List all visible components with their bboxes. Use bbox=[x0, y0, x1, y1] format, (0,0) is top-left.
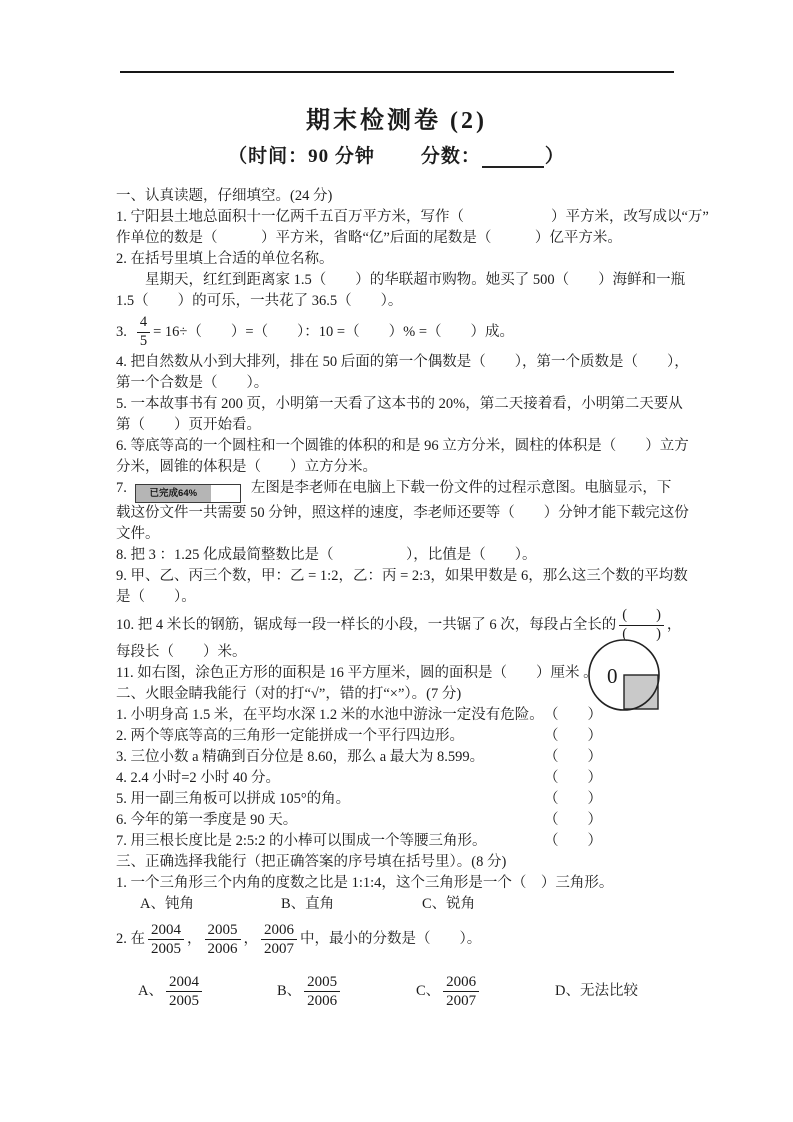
option-c bbox=[416, 973, 555, 1010]
q10-comma: ， bbox=[666, 616, 682, 633]
fraction-numerator: 2004 bbox=[166, 973, 202, 992]
q10-line1 bbox=[116, 608, 694, 642]
answer-bracket: （ ） bbox=[544, 728, 602, 744]
download-progress-bar bbox=[135, 484, 241, 503]
header-rule bbox=[120, 71, 674, 73]
shaded-square bbox=[624, 675, 658, 709]
fraction-numerator: 2004 bbox=[148, 921, 184, 940]
score-blank-line bbox=[482, 149, 544, 168]
q7-text1: 左图是李老师在电脑上下载一份文件的过程示意图。电脑显示，下 bbox=[250, 480, 672, 496]
fraction-numerator: 2005 bbox=[205, 921, 241, 940]
judge-text: 6. 今年的第一季度是 90 天。 bbox=[116, 812, 298, 828]
q5-line1: 5. 一本故事书有 200 页，小明第一天看了这本书的 20%，第二天接着看，小明第二天要从 bbox=[116, 396, 683, 412]
q2-line2: 星期天，红红到距离家 1.5（ ）的华联超市购物。她买了 500（ ）海鲜和一瓶 bbox=[116, 272, 686, 288]
q1-line2: 作单位的数是（ ）平方米，省略“亿”后面的尾数是（ ）亿平方米。 bbox=[116, 230, 622, 246]
separator: ， bbox=[243, 930, 258, 947]
progress-bar-fill bbox=[136, 485, 211, 502]
answer-bracket: （ ） bbox=[544, 749, 602, 765]
q9-line1: 9. 甲、乙、丙三个数，甲：乙 = 1:2，乙：丙 = 2:3，如果甲数是 6，那么这三个数的平均数 bbox=[116, 568, 688, 584]
option-b: B、直角 bbox=[281, 896, 335, 912]
judge-item-1 bbox=[116, 705, 602, 726]
option-text: 无法比较 bbox=[579, 982, 638, 999]
option-b bbox=[277, 973, 416, 1010]
blank-fraction-denominator: ( ) bbox=[622, 625, 661, 642]
q6-line1: 6. 等底等高的一个圆柱和一个圆锥的体积的和是 96 立方分米，圆柱的体积是（ ）立方 bbox=[116, 438, 689, 454]
q7-line3: 文件。 bbox=[116, 526, 160, 542]
fraction-denominator: 2007 bbox=[446, 992, 477, 1009]
judge-item-6 bbox=[116, 810, 602, 831]
q7-line1 bbox=[116, 478, 694, 503]
judge-item-7 bbox=[116, 831, 602, 852]
judge-text: 7. 用三根长度比是 2:5:2 的小棒可以围成一个等腰三角形。 bbox=[116, 833, 487, 849]
answer-bracket: （ ） bbox=[544, 833, 602, 849]
exam-subtitle bbox=[0, 141, 793, 168]
q10-line2: 每段长（ ）米。 bbox=[116, 644, 247, 660]
diagram-svg bbox=[588, 638, 668, 718]
q2-line1: 2. 在括号里填上合适的单位名称。 bbox=[116, 251, 334, 267]
option-fraction bbox=[166, 973, 202, 1010]
q9-line2: 是（ ）。 bbox=[116, 589, 196, 605]
fraction-2004-2005 bbox=[148, 921, 184, 958]
choice-q2-options bbox=[116, 963, 694, 1019]
score-label: 分数： bbox=[420, 146, 481, 167]
choice-q2 bbox=[116, 915, 694, 963]
exam-body bbox=[116, 186, 709, 1019]
fraction-denominator: 2005 bbox=[168, 992, 199, 1009]
question-8: 8. 把 3 ：1.25 化成最简整数比是（ ），比值是（ ）。 bbox=[116, 547, 537, 563]
q4-line2: 第一个合数是（ ）。 bbox=[116, 375, 269, 391]
fraction-denominator: 2005 bbox=[151, 940, 181, 957]
judge-text: 2. 两个等底等高的三角形一定能拼成一个平行四边形。 bbox=[116, 728, 464, 744]
q3-text: = 16÷（ ）=（ ）：10 =（ ）% =（ ）成。 bbox=[153, 323, 514, 340]
option-a bbox=[138, 973, 277, 1010]
fraction-numerator: 2006 bbox=[443, 973, 479, 992]
judge-item-5 bbox=[116, 789, 602, 810]
answer-bracket: （ ） bbox=[544, 770, 602, 786]
q10-text: 10. 把 4 米长的钢筋，锯成每一段一样长的小段，一共锯了 6 次，每段占全长的 bbox=[116, 616, 617, 633]
q1-line1: 1. 宁阳县土地总面积十一亿两千五百万平方米，写作（ ）平方米，改写成以“万” bbox=[116, 209, 709, 225]
judge-text: 3. 三位小数 a 精确到百分位是 8.60，那么 a 最大为 8.599。 bbox=[116, 749, 485, 765]
fraction-denominator: 5 bbox=[139, 332, 148, 349]
fraction-4-5 bbox=[137, 314, 150, 350]
separator: ， bbox=[187, 930, 202, 947]
answer-bracket: （ ） bbox=[544, 791, 602, 807]
q7-number: 7. bbox=[116, 480, 127, 496]
judge-text: 5. 用一副三角板可以拼成 105°的角。 bbox=[116, 791, 351, 807]
fraction-numerator: 2005 bbox=[304, 973, 340, 992]
judge-item-3 bbox=[116, 747, 602, 768]
option-fraction bbox=[304, 973, 340, 1010]
q2-prefix: 2. 在 bbox=[116, 930, 145, 947]
fraction-denominator: 2006 bbox=[307, 992, 338, 1009]
choice-q1: 1. 一个三角形三个内角的度数之比是 1:1:4，这个三角形是一个（ ）三角形。 bbox=[116, 875, 614, 891]
option-label: A、 bbox=[138, 982, 163, 999]
page-title: 期末检测卷 (2) bbox=[306, 108, 487, 134]
option-label: C、 bbox=[416, 982, 441, 999]
option-label: D、 bbox=[555, 982, 580, 999]
fraction-numerator: 2006 bbox=[261, 921, 297, 940]
fraction-denominator: 2006 bbox=[207, 940, 238, 957]
option-d bbox=[555, 981, 694, 1002]
blank-fraction-numerator: ( ) bbox=[619, 607, 664, 625]
q2-line3: 1.5（ ）的可乐，一共花了 36.5（ ）。 bbox=[116, 293, 403, 309]
judge-text: 1. 小明身高 1.5 米，在平均水深 1.2 米的水池中游泳一定没有危险。 bbox=[116, 707, 544, 723]
question-11: 11. 如右图，涂色正方形的面积是 16 平方厘米，圆的面积是（ ）厘米 。 bbox=[116, 665, 598, 681]
section3-heading: 三、正确选择我能行（把正确答案的序号填在括号里）。(8 分) bbox=[116, 854, 507, 870]
option-a: A、钝角 bbox=[140, 896, 194, 912]
judge-item-4 bbox=[116, 768, 602, 789]
answer-bracket: （ ） bbox=[544, 707, 602, 723]
progress-label: 已完成64% bbox=[149, 488, 198, 499]
q4-line1: 4. 把自然数从小到大排列，排在 50 后面的第一个偶数是（ ），第一个质数是（ ）， bbox=[116, 354, 689, 370]
q2-suffix: 中，最小的分数是（ ）。 bbox=[300, 930, 482, 947]
option-c: C、锐角 bbox=[422, 896, 476, 912]
q3-number: 3. bbox=[116, 323, 127, 340]
circle-square-diagram bbox=[588, 638, 668, 718]
fraction-2005-2006 bbox=[205, 921, 241, 958]
section2-heading: 二、火眼金睛我能行（对的打“√”，错的打“×”）。(7 分) bbox=[116, 686, 462, 702]
option-label: B、 bbox=[277, 982, 302, 999]
q7-line2: 载这份文件一共需要 50 分钟，照这样的速度，李老师还要等（ ）分钟才能下载完这份 bbox=[116, 505, 689, 521]
q5-line2: 第（ ）页开始看。 bbox=[116, 417, 261, 433]
subtitle-close-paren: ） bbox=[544, 146, 565, 167]
q6-line2: 分米，圆锥的体积是（ ）立方分米。 bbox=[116, 459, 377, 475]
option-fraction bbox=[443, 973, 479, 1010]
time-label: （时间：90 分钟 bbox=[228, 146, 375, 167]
question-3 bbox=[116, 312, 694, 352]
circle-center-label: 0 bbox=[607, 664, 618, 688]
fraction-denominator: 2007 bbox=[264, 940, 294, 957]
judge-item-2 bbox=[116, 726, 602, 747]
judge-text: 4. 2.4 小时=2 小时 40 分。 bbox=[116, 770, 281, 786]
fraction-2006-2007 bbox=[261, 921, 297, 958]
fraction-numerator: 4 bbox=[137, 314, 150, 332]
section1-heading: 一、认真读题，仔细填空。(24 分) bbox=[116, 188, 333, 204]
choice-q1-options bbox=[116, 894, 694, 915]
answer-bracket: （ ） bbox=[544, 812, 602, 828]
